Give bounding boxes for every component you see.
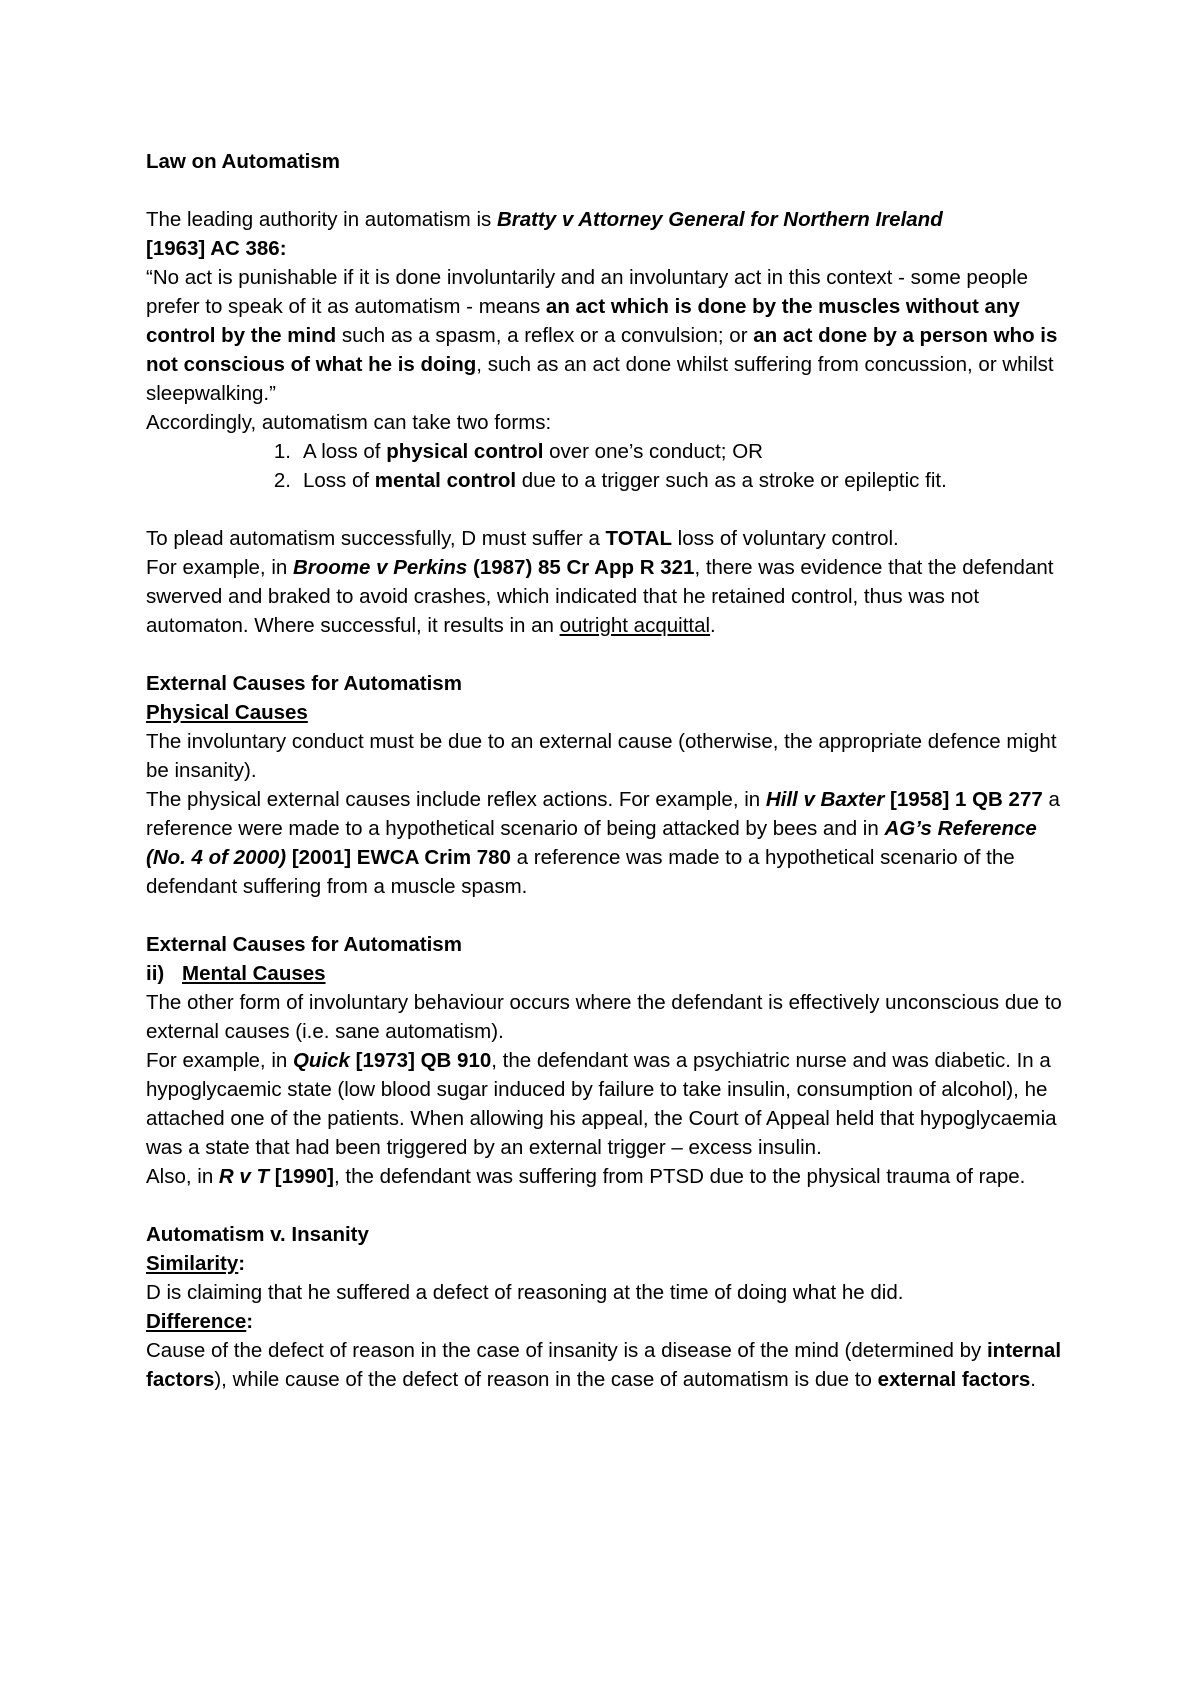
body-text: a reference was made to a hypothetical scenario of the defendant suffering from a muscle spasm. bbox=[146, 846, 1015, 898]
subheading-number: ii) bbox=[146, 962, 165, 985]
list-item bbox=[146, 437, 1066, 466]
intro-paragraph bbox=[146, 205, 1066, 408]
similarity-label-text: Similarity bbox=[146, 1252, 239, 1275]
subheading-physical-causes: Physical Causes bbox=[146, 701, 308, 724]
body-text: Cause of the defect of reason in the case of insanity is a disease of the mind (determined by bbox=[146, 1339, 987, 1362]
list-bold-text: mental control bbox=[374, 469, 517, 492]
forms-list bbox=[146, 437, 1066, 495]
section-heading-mental: External Causes for Automatism bbox=[146, 933, 462, 956]
list-text: over one’s conduct; OR bbox=[543, 440, 763, 463]
quote-bold-text: an act which is done by the muscles without any control by the mind bbox=[146, 295, 1020, 347]
body-text: . bbox=[1030, 1368, 1036, 1391]
label-colon: : bbox=[246, 1310, 254, 1333]
label-colon: : bbox=[238, 1252, 246, 1275]
underlined-text: outright acquittal bbox=[559, 614, 711, 637]
similarity-label bbox=[146, 1249, 1066, 1278]
case-name-hill: Hill v Baxter bbox=[765, 788, 885, 811]
broome-paragraph bbox=[146, 553, 1066, 640]
quote-text: such as a spasm, a reflex or a convulsion; or bbox=[336, 324, 754, 347]
body-text: a reference were made to a hypothetical scenario of being attacked by bees and in bbox=[146, 788, 1060, 840]
section-heading-insanity: Automatism v. Insanity bbox=[146, 1223, 369, 1246]
body-text: . bbox=[710, 614, 716, 637]
difference-label-text: Difference bbox=[146, 1310, 247, 1333]
quote-text: “No act is punishable if it is done involuntarily and an involuntary act in this context - some people prefer to speak of it as automatism - means bbox=[146, 266, 1028, 318]
body-text: For example, in bbox=[146, 1049, 293, 1072]
body-text: Also, in bbox=[146, 1165, 219, 1188]
body-text: loss of voluntary control. bbox=[671, 527, 899, 550]
citation-r-v-t: [1990] bbox=[269, 1165, 335, 1188]
subheading-text: Mental Causes bbox=[182, 962, 326, 985]
bold-text: TOTAL bbox=[605, 527, 672, 550]
citation-broome: (1987) 85 Cr App R 321 bbox=[467, 556, 695, 579]
citation-ag-reference: [2001] EWCA Crim 780 bbox=[286, 846, 511, 869]
difference-text bbox=[146, 1336, 1066, 1394]
physical-paragraph-2 bbox=[146, 785, 1066, 901]
document-title: Law on Automatism bbox=[146, 150, 340, 173]
case-name-broome: Broome v Perkins bbox=[292, 556, 468, 579]
spacer bbox=[146, 1191, 1066, 1220]
case-name-ag-reference: AG’s Reference (No. 4 of 2000) bbox=[146, 817, 1037, 869]
physical-paragraph-1: The involuntary conduct must be due to an external cause (otherwise, the appropriate defence might be insanity). bbox=[146, 730, 1057, 782]
spacer bbox=[146, 640, 1066, 669]
case-name-quick: Quick bbox=[292, 1049, 350, 1072]
body-text: For example, in bbox=[146, 556, 293, 579]
list-text: due to a trigger such as a stroke or epileptic fit. bbox=[516, 469, 947, 492]
mental-paragraph-3 bbox=[146, 1162, 1066, 1191]
subheading-mental-causes bbox=[146, 959, 1066, 988]
section-heading-physical: External Causes for Automatism bbox=[146, 672, 462, 695]
bold-text: external factors bbox=[877, 1368, 1031, 1391]
spacer bbox=[146, 176, 1066, 205]
citation-bratty: [1963] AC 386: bbox=[146, 237, 287, 260]
list-text: A loss of bbox=[303, 440, 387, 463]
mental-paragraph-2 bbox=[146, 1046, 1066, 1162]
list-bold-text: physical control bbox=[386, 440, 544, 463]
body-text: , the defendant was suffering from PTSD due to the physical trauma of rape. bbox=[334, 1165, 1026, 1188]
forms-intro: Accordingly, automatism can take two forms: bbox=[146, 411, 552, 434]
body-text: ), while cause of the defect of reason in the case of automatism is due to bbox=[214, 1368, 878, 1391]
quote-bold-text: an act done by a person who is not conscious of what he is doing bbox=[146, 324, 1058, 376]
citation-quick: [1973] QB 910 bbox=[349, 1049, 492, 1072]
document-body bbox=[146, 147, 1066, 1394]
case-name-r-v-t: R v T bbox=[218, 1165, 270, 1188]
body-text: , the defendant was a psychiatric nurse and was diabetic. In a hypoglycaemic state (low blood sugar induced by failure to take insulin, consumption of alcohol), he attached one of the patients. When allowing his appeal, the Court of Appeal held that hypoglycaemia was a state that had been triggered by an external trigger – excess insulin. bbox=[146, 1049, 1057, 1159]
body-text: , there was evidence that the defendant swerved and braked to avoid crashes, which indicated that he retained control, thus was not automaton. Where successful, it results in an bbox=[146, 556, 1054, 637]
total-loss-paragraph bbox=[146, 524, 1066, 553]
spacer bbox=[146, 495, 1066, 524]
list-number: 2. bbox=[273, 469, 291, 492]
bold-text: internal factors bbox=[146, 1339, 1062, 1391]
quote-text: , such as an act done whilst suffering from concussion, or whilst sleepwalking.” bbox=[146, 353, 1054, 405]
similarity-text: D is claiming that he suffered a defect of reasoning at the time of doing what he did. bbox=[146, 1281, 904, 1304]
spacer bbox=[146, 901, 1066, 930]
citation-hill: [1958] 1 QB 277 bbox=[884, 788, 1043, 811]
body-text: The physical external causes include reflex actions. For example, in bbox=[146, 788, 766, 811]
list-item bbox=[146, 466, 1066, 495]
list-text: Loss of bbox=[303, 469, 375, 492]
intro-text: The leading authority in automatism is bbox=[146, 208, 497, 231]
body-text: To plead automatism successfully, D must suffer a bbox=[146, 527, 606, 550]
list-number: 1. bbox=[273, 440, 291, 463]
difference-label bbox=[146, 1307, 1066, 1336]
mental-paragraph-1: The other form of involuntary behaviour occurs where the defendant is effectively unconscious due to external causes (i.e. sane automatism). bbox=[146, 991, 1062, 1043]
case-name-bratty: Bratty v Attorney General for Northern Ireland bbox=[496, 208, 943, 231]
